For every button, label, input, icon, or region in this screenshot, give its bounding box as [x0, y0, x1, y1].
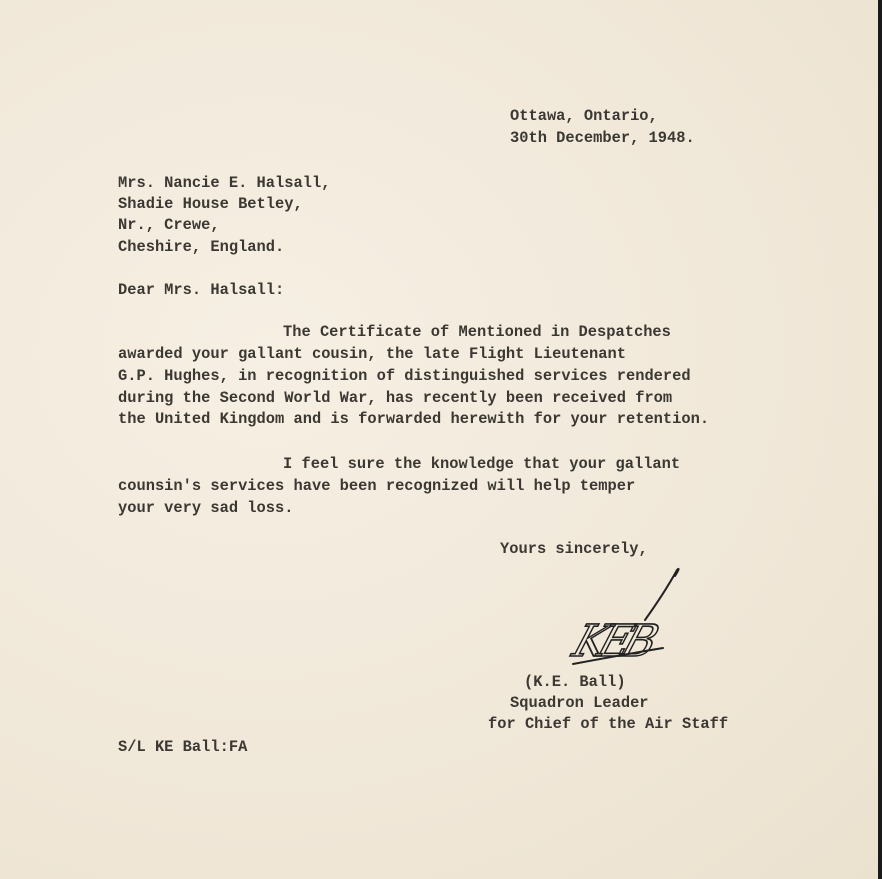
paragraph2-line: I feel sure the knowledge that your gallant — [283, 455, 681, 473]
salutation: Dear Mrs. Halsall: — [118, 281, 285, 299]
reference-initials: S/L KE Ball:FA — [118, 738, 248, 756]
signatory-name: (K.E. Ball) — [524, 673, 626, 691]
recipient-line: Shadie House Betley, — [118, 195, 303, 213]
signature-initials: KEB — [566, 615, 658, 667]
paragraph1-line: The Certificate of Mentioned in Despatches — [283, 323, 671, 341]
handwritten-signature — [565, 562, 685, 672]
paragraph1-line: the United Kingdom and is forwarded herewith for your retention. — [118, 410, 710, 428]
closing: Yours sincerely, — [500, 540, 648, 558]
scan-edge — [878, 0, 882, 879]
signatory-title: for Chief of the Air Staff — [488, 715, 729, 733]
paragraph2-line: counsin's services have been recognized will help temper — [118, 477, 636, 495]
paragraph1-line: awarded your gallant cousin, the late Flight Lieutenant — [118, 345, 626, 363]
paragraph2-line: your very sad loss. — [118, 499, 294, 517]
recipient-line: Nr., Crewe, — [118, 216, 220, 234]
recipient-line: Mrs. Nancie E. Halsall, — [118, 174, 331, 192]
letter-date: 30th December, 1948. — [510, 129, 695, 147]
paragraph1-line: during the Second World War, has recently been received from — [118, 389, 673, 407]
signatory-rank: Squadron Leader — [510, 694, 649, 712]
recipient-line: Cheshire, England. — [118, 238, 285, 256]
letter-place: Ottawa, Ontario, — [510, 107, 658, 125]
paragraph1-line: G.P. Hughes, in recognition of distinguished services rendered — [118, 367, 691, 385]
